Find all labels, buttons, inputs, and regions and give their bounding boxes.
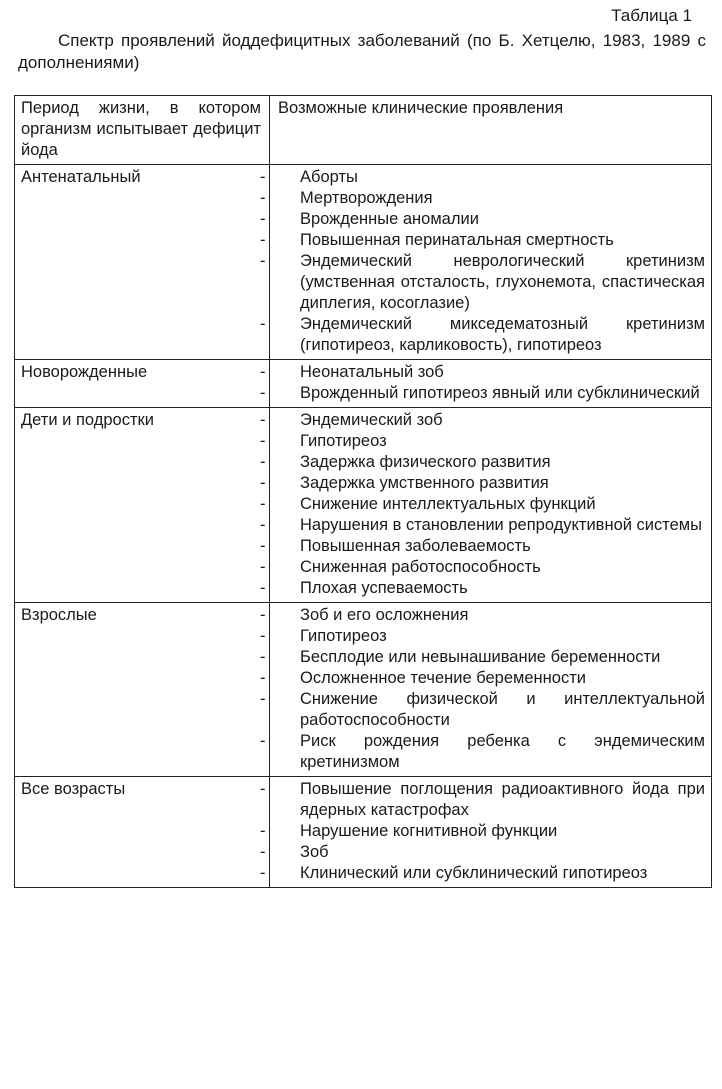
list-item: - Снижение физической и интеллектуальной работоспособности xyxy=(276,689,705,731)
list-item: - Сниженная работоспособность xyxy=(276,557,705,578)
table-row xyxy=(15,777,712,888)
list-item: - Мертворождения xyxy=(276,188,705,209)
period-cell: Дети и подростки xyxy=(15,408,270,603)
manifestations-list xyxy=(276,362,705,404)
list-item: - Задержка умственного развития xyxy=(276,473,705,494)
manifestations-cell xyxy=(270,360,712,408)
manifestations-list xyxy=(276,605,705,773)
table-row xyxy=(15,165,712,360)
list-item: - Риск рождения ребенка с эндемическим кретинизмом xyxy=(276,731,705,773)
list-item: - Неонатальный зоб xyxy=(276,362,705,383)
list-item: - Эндемический микседематозный кретинизм (гипотиреоз, карликовость), гипотиреоз xyxy=(276,314,705,356)
list-item: - Врожденные аномалии xyxy=(276,209,705,230)
list-item: - Эндемический неврологический кретинизм (умственная отсталость, глухонемота, спастическая диплегия, косоглазие) xyxy=(276,251,705,314)
manifestations-cell xyxy=(270,165,712,360)
table-body xyxy=(15,165,712,888)
list-item: - Повышение поглощения радиоактивного йода при ядерных катастрофах xyxy=(276,779,705,821)
header-manifestations: Возможные клинические проявления xyxy=(270,96,712,165)
list-item: - Бесплодие или невынашивание беременности xyxy=(276,647,705,668)
list-item: - Плохая успеваемость xyxy=(276,578,705,599)
table-row xyxy=(15,360,712,408)
list-item: - Эндемический зоб xyxy=(276,410,705,431)
list-item: - Врожденный гипотиреоз явный или субклинический xyxy=(276,383,705,404)
manifestations-cell xyxy=(270,603,712,777)
manifestations-list xyxy=(276,779,705,884)
list-item: - Осложненное течение беременности xyxy=(276,668,705,689)
manifestations-list xyxy=(276,410,705,599)
list-item: - Аборты xyxy=(276,167,705,188)
header-row xyxy=(15,96,712,165)
list-item: - Гипотиреоз xyxy=(276,626,705,647)
table-row xyxy=(15,603,712,777)
period-cell: Взрослые xyxy=(15,603,270,777)
header-period: Период жизни, в котором организм испытывает дефицит йода xyxy=(15,96,270,165)
manifestations-cell xyxy=(270,408,712,603)
table-number: Таблица 1 xyxy=(611,6,692,25)
period-cell: Новорожденные xyxy=(15,360,270,408)
list-item: - Гипотиреоз xyxy=(276,431,705,452)
list-item: - Повышенная перинатальная смертность xyxy=(276,230,705,251)
list-item: - Нарушения в становлении репродуктивной системы xyxy=(276,515,705,536)
period-cell: Антенатальный xyxy=(15,165,270,360)
list-item: - Повышенная заболеваемость xyxy=(276,536,705,557)
manifestations-cell xyxy=(270,777,712,888)
list-item: - Клинический или субклинический гипотиреоз xyxy=(276,863,705,884)
list-item: - Зоб и его осложнения xyxy=(276,605,705,626)
period-cell: Все возрасты xyxy=(15,777,270,888)
manifestations-list xyxy=(276,167,705,356)
table-row xyxy=(15,408,712,603)
list-item: - Снижение интеллектуальных функций xyxy=(276,494,705,515)
list-item: - Зоб xyxy=(276,842,705,863)
list-item: - Задержка физического развития xyxy=(276,452,705,473)
iodine-deficiency-table xyxy=(14,95,712,888)
list-item: - Нарушение когнитивной функции xyxy=(276,821,705,842)
table-caption: Спектр проявлений йоддефицитных заболеваний (по Б. Хетцелю, 1983, 1989 с дополнениями) xyxy=(18,31,706,72)
